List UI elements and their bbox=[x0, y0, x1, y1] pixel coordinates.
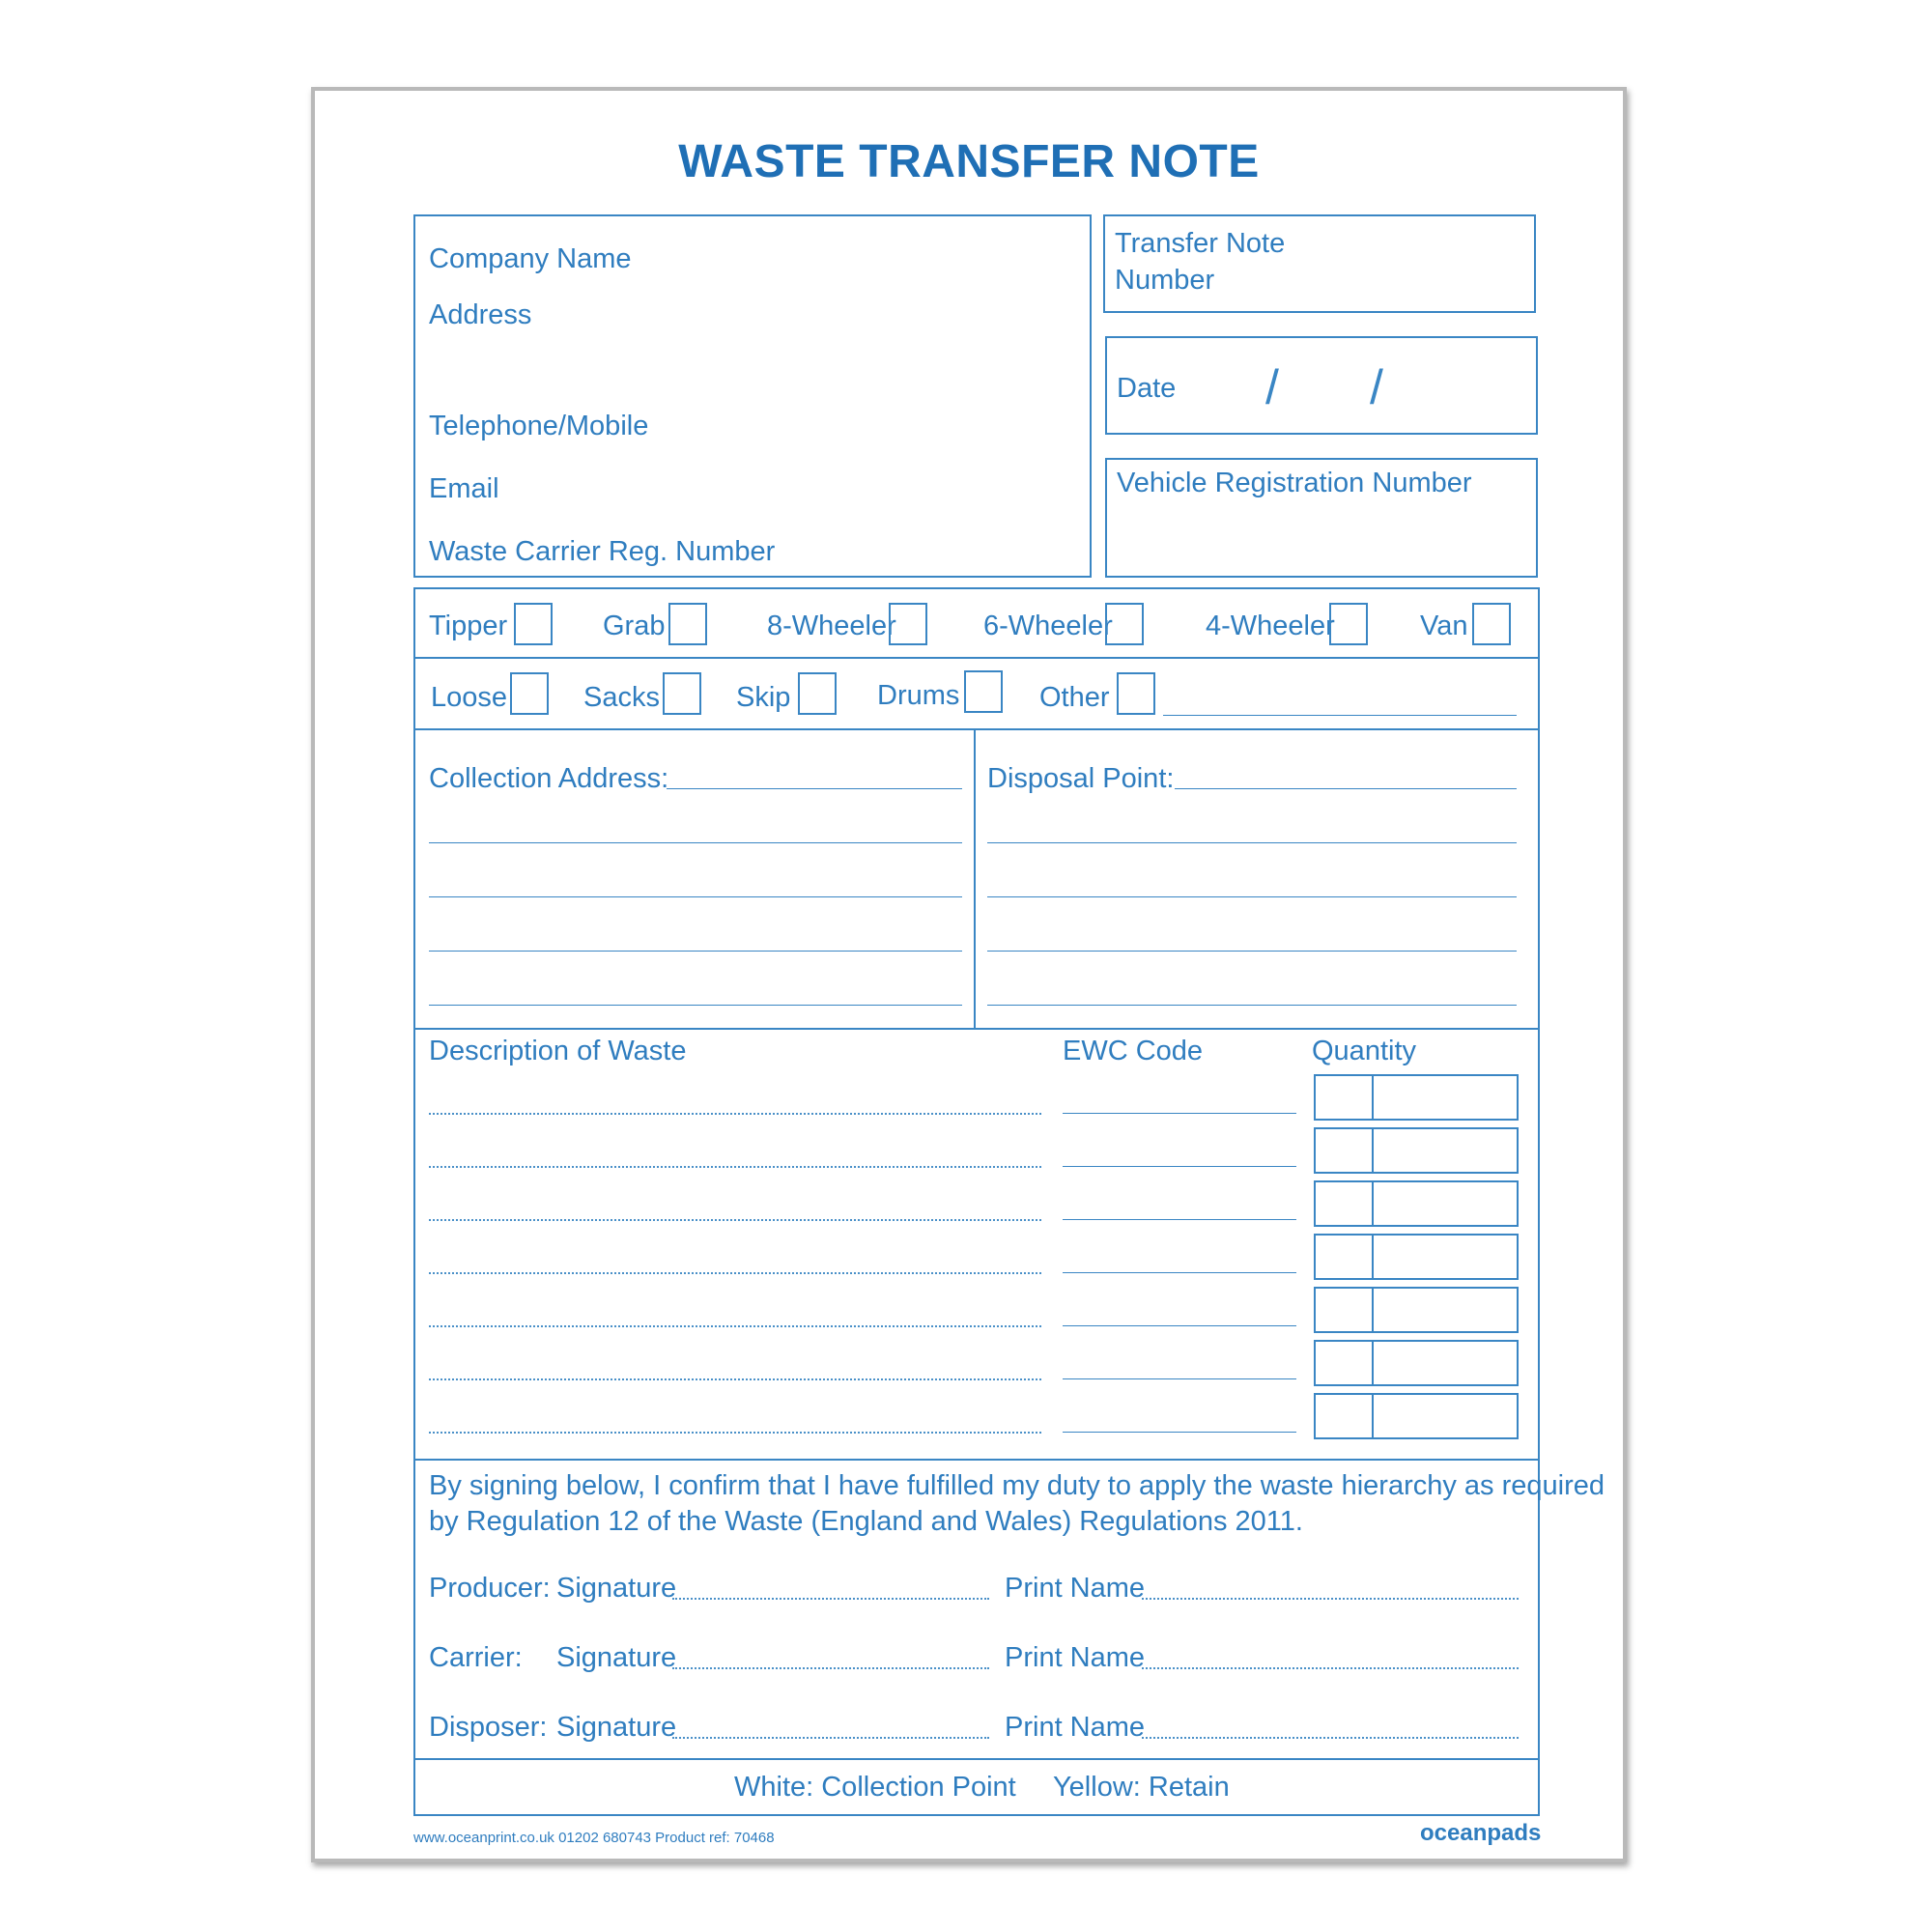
ewc-code-line[interactable] bbox=[1063, 1219, 1296, 1220]
company-name-label: Company Name bbox=[429, 243, 632, 274]
container-loose-checkbox[interactable] bbox=[510, 672, 549, 715]
vehicle-type-4wheeler-label: 4-Wheeler bbox=[1206, 611, 1335, 641]
quantity-box-divider bbox=[1372, 1342, 1374, 1384]
disposer-role-label: Disposer: bbox=[429, 1712, 548, 1743]
collection-address-label: Collection Address: bbox=[429, 763, 669, 794]
disposal-point-label: Disposal Point: bbox=[987, 763, 1175, 794]
description-header: Description of Waste bbox=[429, 1036, 687, 1066]
ewc-code-line[interactable] bbox=[1063, 1113, 1296, 1114]
collection-address-line[interactable] bbox=[429, 896, 962, 897]
transfer-note-number-box[interactable] bbox=[1103, 214, 1536, 313]
container-drums-label: Drums bbox=[877, 680, 960, 711]
disposer-signature-line[interactable] bbox=[672, 1737, 989, 1739]
waste-description-line[interactable] bbox=[429, 1432, 1041, 1434]
date-label: Date bbox=[1117, 373, 1177, 404]
vehicle-type-van-checkbox[interactable] bbox=[1472, 603, 1511, 645]
producer-signature-line[interactable] bbox=[672, 1598, 989, 1600]
quantity-box[interactable] bbox=[1314, 1287, 1519, 1333]
quantity-box-divider bbox=[1372, 1289, 1374, 1331]
quantity-box-divider bbox=[1372, 1395, 1374, 1437]
transfer-note-label-1: Transfer Note bbox=[1115, 228, 1286, 259]
quantity-box[interactable] bbox=[1314, 1234, 1519, 1280]
carrier-role-label: Carrier: bbox=[429, 1642, 523, 1673]
vehicle-type-8wheeler-checkbox[interactable] bbox=[889, 603, 927, 645]
ewc-code-header: EWC Code bbox=[1063, 1036, 1204, 1066]
vehicle-type-6wheeler-label: 6-Wheeler bbox=[983, 611, 1113, 641]
collection-address-line[interactable] bbox=[667, 788, 962, 789]
container-other-checkbox[interactable] bbox=[1117, 672, 1155, 715]
disposer-print-name-label: Print Name bbox=[1005, 1712, 1146, 1743]
quantity-box[interactable] bbox=[1314, 1340, 1519, 1386]
quantity-box-divider bbox=[1372, 1076, 1374, 1119]
disposal-point-line[interactable] bbox=[987, 1005, 1517, 1006]
carrier-reg-label: Waste Carrier Reg. Number bbox=[429, 536, 776, 567]
vehicle-type-4wheeler-checkbox[interactable] bbox=[1329, 603, 1368, 645]
disposal-point-line[interactable] bbox=[987, 951, 1517, 952]
quantity-box[interactable] bbox=[1314, 1127, 1519, 1174]
quantity-box[interactable] bbox=[1314, 1180, 1519, 1227]
telephone-label: Telephone/Mobile bbox=[429, 411, 649, 441]
copy-white-label: White: Collection Point bbox=[734, 1772, 1016, 1803]
address-label: Address bbox=[429, 299, 532, 330]
vehicle-registration-box[interactable] bbox=[1105, 458, 1538, 578]
ewc-code-line[interactable] bbox=[1063, 1272, 1296, 1273]
container-other-label: Other bbox=[1039, 682, 1110, 713]
vehicle-type-6wheeler-checkbox[interactable] bbox=[1105, 603, 1144, 645]
transfer-note-label-2: Number bbox=[1115, 265, 1215, 296]
waste-description-line[interactable] bbox=[429, 1378, 1041, 1380]
footer-info: www.oceanprint.co.uk 01202 680743 Product ref: 70468 bbox=[413, 1830, 775, 1846]
disposal-point-line[interactable] bbox=[987, 896, 1517, 897]
divider-container-address bbox=[413, 728, 1540, 730]
container-loose-label: Loose bbox=[431, 682, 508, 713]
quantity-box-divider bbox=[1372, 1129, 1374, 1172]
collection-address-line[interactable] bbox=[429, 951, 962, 952]
quantity-header: Quantity bbox=[1312, 1036, 1416, 1066]
producer-signature-label: Signature bbox=[556, 1573, 677, 1604]
date-separator-1: / bbox=[1265, 360, 1279, 414]
ewc-code-line[interactable] bbox=[1063, 1378, 1296, 1379]
date-box[interactable] bbox=[1105, 336, 1538, 435]
collection-address-line[interactable] bbox=[429, 842, 962, 843]
declaration-line-1: By signing below, I confirm that I have fulfilled my duty to apply the waste hierarchy as required bbox=[429, 1470, 1605, 1501]
vehicle-type-tipper-label: Tipper bbox=[429, 611, 508, 641]
ewc-code-line[interactable] bbox=[1063, 1166, 1296, 1167]
brand-logo: oceanpads bbox=[1420, 1820, 1542, 1846]
carrier-print-name-label: Print Name bbox=[1005, 1642, 1146, 1673]
container-other-line[interactable] bbox=[1163, 715, 1517, 716]
vehicle-type-van-label: Van bbox=[1420, 611, 1468, 641]
email-label: Email bbox=[429, 473, 499, 504]
disposal-point-line[interactable] bbox=[987, 842, 1517, 843]
quantity-box-divider bbox=[1372, 1236, 1374, 1278]
disposal-point-line[interactable] bbox=[1175, 788, 1517, 789]
divider-declaration-copies bbox=[413, 1758, 1540, 1760]
carrier-signature-label: Signature bbox=[556, 1642, 677, 1673]
ewc-code-line[interactable] bbox=[1063, 1432, 1296, 1433]
container-skip-checkbox[interactable] bbox=[798, 672, 837, 715]
disposer-signature-label: Signature bbox=[556, 1712, 677, 1743]
container-drums-checkbox[interactable] bbox=[964, 670, 1003, 713]
producer-role-label: Producer: bbox=[429, 1573, 551, 1604]
divider-collection-disposal bbox=[974, 728, 976, 1028]
vehicle-type-grab-label: Grab bbox=[603, 611, 666, 641]
container-skip-label: Skip bbox=[736, 682, 791, 713]
copy-yellow-label: Yellow: Retain bbox=[1053, 1772, 1230, 1803]
waste-description-line[interactable] bbox=[429, 1166, 1041, 1168]
waste-description-line[interactable] bbox=[429, 1219, 1041, 1221]
container-sacks-label: Sacks bbox=[583, 682, 660, 713]
container-sacks-checkbox[interactable] bbox=[663, 672, 701, 715]
vehicle-type-8wheeler-label: 8-Wheeler bbox=[767, 611, 896, 641]
producer-print-name-line[interactable] bbox=[1142, 1598, 1519, 1600]
producer-print-name-label: Print Name bbox=[1005, 1573, 1146, 1604]
vehicle-reg-label: Vehicle Registration Number bbox=[1117, 468, 1472, 498]
quantity-box[interactable] bbox=[1314, 1074, 1519, 1121]
carrier-signature-line[interactable] bbox=[672, 1667, 989, 1669]
declaration-line-2: by Regulation 12 of the Waste (England and Wales) Regulations 2011. bbox=[429, 1506, 1303, 1537]
date-separator-2: / bbox=[1370, 360, 1383, 414]
collection-address-line[interactable] bbox=[429, 1005, 962, 1006]
page-title: WASTE TRANSFER NOTE bbox=[678, 136, 1260, 187]
waste-description-line[interactable] bbox=[429, 1272, 1041, 1274]
waste-transfer-note-pad bbox=[311, 87, 1627, 1862]
quantity-box[interactable] bbox=[1314, 1393, 1519, 1439]
waste-description-line[interactable] bbox=[429, 1113, 1041, 1115]
divider-vehicle-container bbox=[413, 657, 1540, 659]
quantity-box-divider bbox=[1372, 1182, 1374, 1225]
waste-description-line[interactable] bbox=[429, 1325, 1041, 1327]
disposer-print-name-line[interactable] bbox=[1142, 1737, 1519, 1739]
company-details-box bbox=[413, 214, 1092, 578]
carrier-print-name-line[interactable] bbox=[1142, 1667, 1519, 1669]
ewc-code-line[interactable] bbox=[1063, 1325, 1296, 1326]
vehicle-type-grab-checkbox[interactable] bbox=[668, 603, 707, 645]
divider-waste-declaration bbox=[413, 1459, 1540, 1461]
divider-address-waste bbox=[413, 1028, 1540, 1030]
vehicle-type-tipper-checkbox[interactable] bbox=[514, 603, 553, 645]
